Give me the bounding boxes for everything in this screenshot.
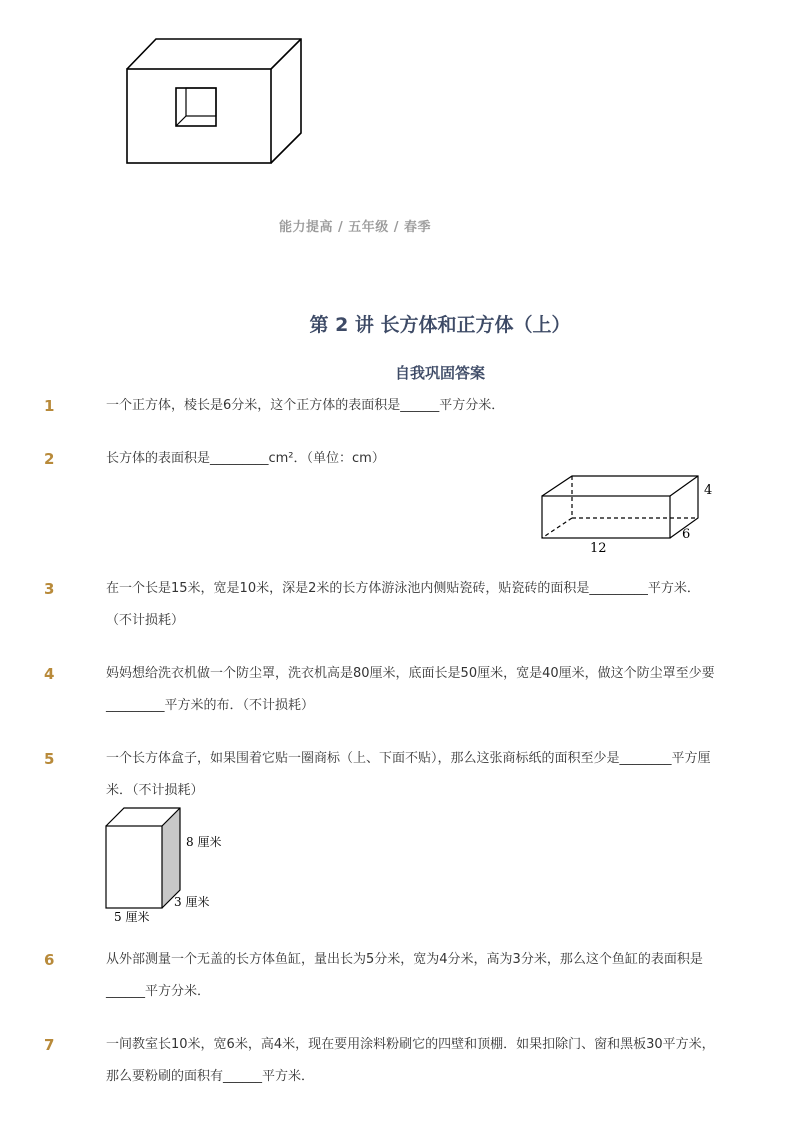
width-label: 3 厘米 [174,895,210,909]
breadcrumb: 能力提高 / 五年级 / 春季 [278,220,432,235]
width-label: 6 [682,527,691,542]
question-text: 从外部测量一个无盖的长方体鱼缸，量出长为5分米，宽为4分米，高为3分米，那么这个鱼缸的表面积是______平方分米． [106,952,703,999]
question-text: 长方体的表面积是_________cm²．（单位：cm） [106,451,385,466]
question-number: 7 [44,1036,55,1054]
length-label: 5 厘米 [114,910,150,924]
question-number: 5 [44,750,55,768]
question-number: 3 [44,580,55,598]
height-label: 4 [704,483,713,498]
question-text: 妈妈想给洗衣机做一个防尘罩，洗衣机高是80厘米，底面长是50厘米，宽是40厘米，做这个防尘罩至少要_________平方米的布．（不计损耗） [106,666,715,713]
question-text: 一个正方体，棱长是6分米，这个正方体的表面积是______平方分米． [106,398,505,413]
box-with-hole-figure [120,34,310,170]
question-text: 在一个长是15米，宽是10米，深是2米的长方体游泳池内侧贴瓷砖，贴瓷砖的面积是_________平方米．（不计损耗） [106,581,700,628]
section-subtitle: 自我巩固答案 [394,364,485,382]
question-text: 一间教室长10米，宽6米，高4米，现在要用涂料粉刷它的四壁和顶棚．如果扣除门、窗和黑板30平方米，那么要粉刷的面积有______平方米． [106,1037,715,1084]
height-label: 8 厘米 [186,835,222,849]
box-figure-q5 [100,804,240,928]
length-label: 12 [590,541,607,556]
question-text: 一个长方体盒子，如果围着它贴一圈商标（上、下面不贴），那么这张商标纸的面积至少是________平方厘米．（不计损耗） [106,751,711,798]
question-number: 1 [44,397,55,415]
lesson-title: 第 2 讲 长方体和正方体（上） [309,314,571,336]
question-number: 6 [44,951,55,969]
question-number: 2 [44,450,55,468]
cuboid-figure-q2 [536,472,726,558]
question-number: 4 [44,665,55,683]
